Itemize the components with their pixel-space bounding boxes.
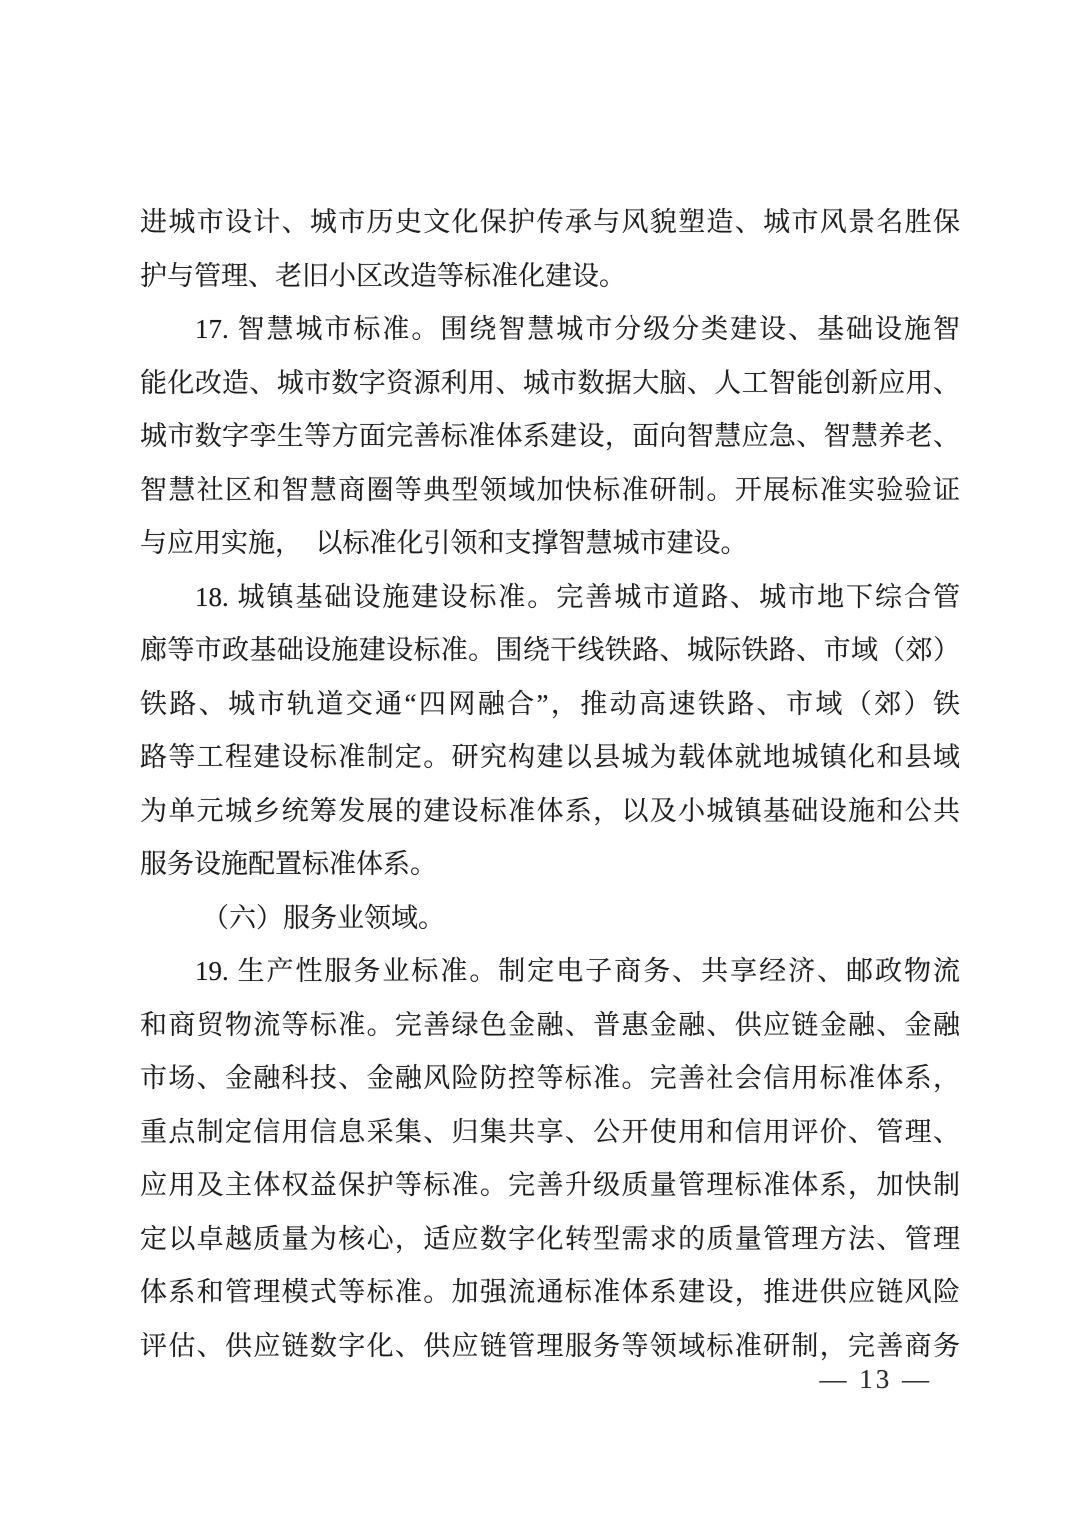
page-number: — 13 — (819, 1364, 932, 1394)
text-line: 重点制定信用信息采集、归集共享、公开使用和信用评价、管理、 (140, 1116, 960, 1147)
document-text-block (140, 196, 960, 1373)
text-line: 路等工程建设标准制定。研究构建以县城为载体就地城镇化和县域 (140, 742, 960, 772)
text-line: 铁路、城市轨道交通“四网融合”，推动高速铁路、市域（郊）铁 (140, 688, 960, 719)
text-line: 17. 智慧城市标准。围绕智慧城市分级分类建设、基础设施智 (195, 314, 960, 344)
text-line: 定以卓越质量为核心，适应数字化转型需求的质量管理方法、管理 (140, 1223, 960, 1254)
text-line: 为单元城乡统筹发展的建设标准体系，以及小城镇基础设施和公共 (140, 795, 960, 826)
text-line: 市场、金融科技、金融风险防控等标准。完善社会信用标准体系， (140, 1063, 960, 1093)
text-line: 评估、供应链数字化、供应链管理服务等领域标准研制，完善商务 (140, 1330, 960, 1361)
paragraph (140, 196, 960, 303)
text-line: 18. 城镇基础设施建设标准。完善城市道路、城市地下综合管 (195, 581, 960, 612)
text-line: 智慧社区和智慧商圈等典型领域加快标准研制。开展标准实验验证 (140, 474, 960, 505)
text-line: 能化改造、城市数字资源利用、城市数据大脑、人工智能创新应用、 (140, 367, 960, 398)
section-heading (140, 892, 960, 946)
text-line: 服务设施配置标准体系。 (140, 849, 437, 879)
text-line: 进城市设计、城市历史文化保护传承与风貌塑造、城市风景名胜保 (140, 207, 960, 237)
text-line: 19. 生产性服务业标准。制定电子商务、共享经济、邮政物流 (195, 956, 960, 986)
section-heading-line: （六）服务业领域。 (202, 902, 445, 933)
text-line: 廊等市政基础设施建设标准。围绕干线铁路、城际铁路、市域（郊） (140, 635, 960, 665)
text-line: 应用及主体权益保护等标准。完善升级质量管理标准体系，加快制 (140, 1170, 960, 1200)
text-line: 护与管理、老旧小区改造等标准化建设。 (140, 260, 626, 291)
text-line: 和商贸物流等标准。完善绿色金融、普惠金融、供应链金融、金融 (140, 1009, 960, 1040)
paragraph (140, 945, 960, 1373)
paragraph (140, 571, 960, 892)
paragraph (140, 303, 960, 571)
text-line: 与应用实施， 以标准化引领和支撑智慧城市建设。 (140, 528, 748, 558)
text-line: 体系和管理模式等标准。加强流通标准体系建设，推进供应链风险 (140, 1277, 960, 1307)
text-line: 城市数字孪生等方面完善标准体系建设，面向智慧应急、智慧养老、 (140, 421, 960, 451)
